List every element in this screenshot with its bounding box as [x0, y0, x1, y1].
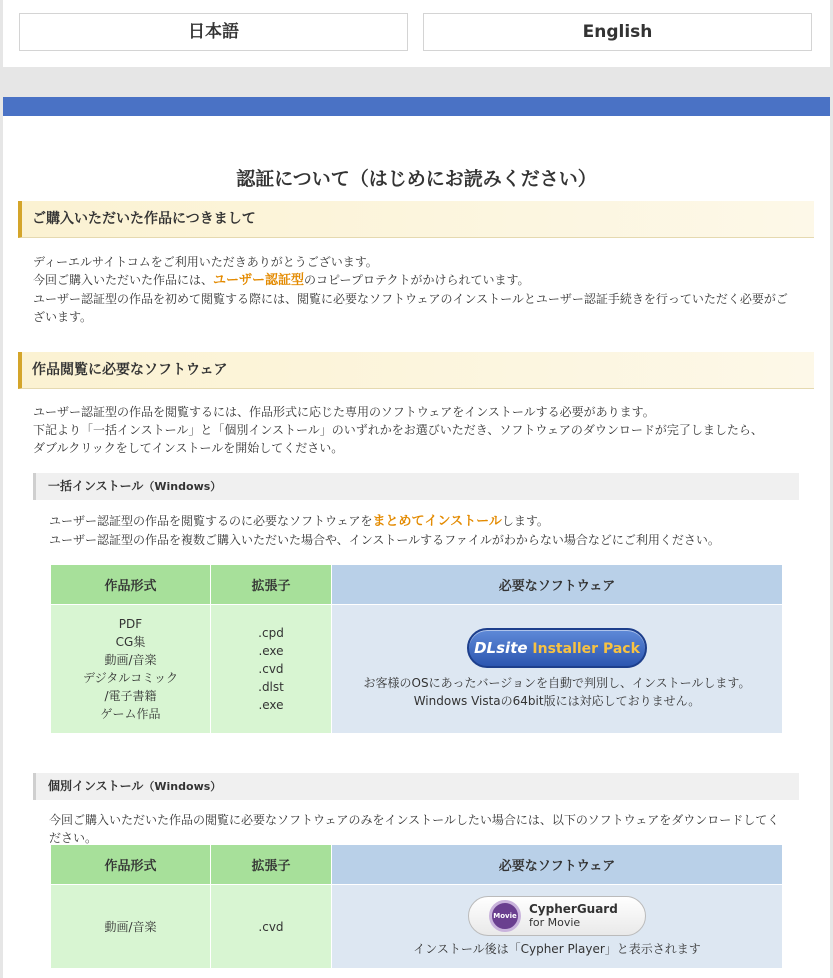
- cypherguard-label: [529, 903, 618, 929]
- bulk-install-os: （Windows）: [143, 480, 222, 493]
- purchase-line-2-pre: 今回ご購入いただいた作品には、: [33, 273, 214, 287]
- user-auth-emphasis: ユーザー認証型: [213, 273, 305, 288]
- panel-header-bar: [3, 97, 830, 116]
- extension-cell: .cvd: [211, 885, 332, 969]
- bulk-line-1: [49, 512, 814, 531]
- bulk-install-heading: [33, 473, 799, 500]
- cypherguard-movie-button[interactable]: [468, 896, 646, 936]
- header-extension: 拡張子: [211, 845, 332, 885]
- table-row: [51, 885, 783, 969]
- software-line-3: ダブルクリックをしてインストールを開始してください。: [33, 441, 344, 455]
- installer-note-1: お客様のOSにあったバージョンを自動で判別し、インストールします。: [363, 676, 751, 690]
- bulk-line-2: ユーザー認証型の作品を複数ご購入いただいた場合や、インストールするファイルがわからない場合などにご利用ください。: [49, 533, 720, 547]
- purchase-description: [33, 253, 798, 326]
- bulk-line-1-post: します。: [501, 514, 549, 528]
- purchase-line-2-post: のコピープロテクトがかけられています。: [304, 273, 530, 287]
- extension-item: .cpd: [258, 626, 284, 640]
- format-item: 動画/音楽: [104, 653, 157, 667]
- installer-note-2: Windows Vistaの64bit版には対応しておりません。: [413, 694, 701, 708]
- table-header-row: [51, 565, 783, 605]
- header-extension: 拡張子: [211, 565, 332, 605]
- extension-item: .exe: [258, 644, 284, 658]
- format-item: CG集: [115, 635, 146, 649]
- page-title: 認証について（はじめにお読みください）: [236, 168, 597, 190]
- japanese-language-button[interactable]: 日本語: [19, 13, 408, 51]
- software-line-1: ユーザー認証型の作品を閲覧するには、作品形式に応じた専用のソフトウェアをインストールする必要があります。: [33, 405, 655, 419]
- dlsite-brand-text: DLsite: [474, 639, 528, 657]
- english-language-button[interactable]: English: [423, 13, 812, 51]
- purchase-line-1: ディーエルサイトコムをご利用いただきありがとうございます。: [33, 255, 378, 269]
- extension-item: .dlst: [258, 680, 284, 694]
- software-cell: [332, 885, 783, 969]
- header-software: 必要なソフトウェア: [332, 565, 783, 605]
- individual-install-description: [49, 811, 789, 847]
- individual-line-1: 今回ご購入いただいた作品の閲覧に必要なソフトウェアのみをインストールしたい場合には、以下のソフトウェアをダウンロードしてく: [49, 813, 780, 827]
- format-list: [51, 605, 211, 734]
- individual-line-2: ださい。: [49, 831, 98, 845]
- table-header-row: [51, 845, 783, 885]
- cypherguard-note: インストール後は「Cypher Player」と表示されます: [413, 941, 701, 956]
- software-description: [33, 403, 798, 457]
- extension-list: [211, 605, 332, 734]
- dlsite-installer-pack-button[interactable]: [467, 628, 647, 668]
- format-item: PDF: [118, 617, 143, 631]
- format-item: /電子書籍: [104, 689, 157, 703]
- cypherguard-title: CypherGuard: [529, 901, 618, 916]
- format-cell: 動画/音楽: [51, 885, 211, 969]
- header-format: 作品形式: [51, 565, 211, 605]
- individual-software-table: [50, 844, 783, 969]
- individual-install-os: （Windows）: [143, 780, 222, 793]
- individual-install-title: 個別インストール: [48, 779, 144, 793]
- header-software: 必要なソフトウェア: [332, 845, 783, 885]
- software-line-2: 下記より「一括インストール」と「個別インストール」のいずれかをお選びいただき、ソフトウェアのダウンロードが完了しましたら、: [33, 423, 763, 437]
- language-bar: [3, 0, 830, 67]
- purchase-line-2: [33, 271, 798, 290]
- bulk-line-1-pre: ユーザー認証型の作品を閲覧するのに必要なソフトウェアを: [49, 514, 373, 528]
- installer-pack-text: Installer Pack: [532, 641, 640, 657]
- bulk-install-title: 一括インストール: [48, 479, 144, 493]
- extension-item: .exe: [258, 698, 284, 712]
- bulk-software-table: [50, 564, 783, 734]
- software-cell: [332, 605, 783, 734]
- main-panel: [3, 97, 830, 978]
- table-row: [51, 605, 783, 734]
- section-heading-purchase: ご購入いただいた作品につきまして: [18, 201, 814, 238]
- format-item: ゲーム作品: [100, 707, 161, 721]
- individual-install-heading: [33, 773, 799, 800]
- section-heading-software: 作品閲覧に必要なソフトウェア: [18, 352, 814, 389]
- bulk-install-description: [49, 512, 814, 549]
- cypherguard-logo-label: Movie: [493, 911, 517, 920]
- cypherguard-subtitle: for Movie: [529, 915, 581, 929]
- purchase-line-3: ユーザー認証型の作品を初めて閲覧する際には、閲覧に必要なソフトウェアのインストールとユーザー認証手続きを行っていただく必要がございます。: [33, 292, 788, 324]
- extension-item: .cvd: [258, 662, 284, 676]
- bulk-install-emphasis: まとめてインストール: [372, 514, 502, 529]
- cypherguard-logo-icon: [489, 900, 521, 932]
- header-format: 作品形式: [51, 845, 211, 885]
- format-item: デジタルコミック: [82, 671, 179, 685]
